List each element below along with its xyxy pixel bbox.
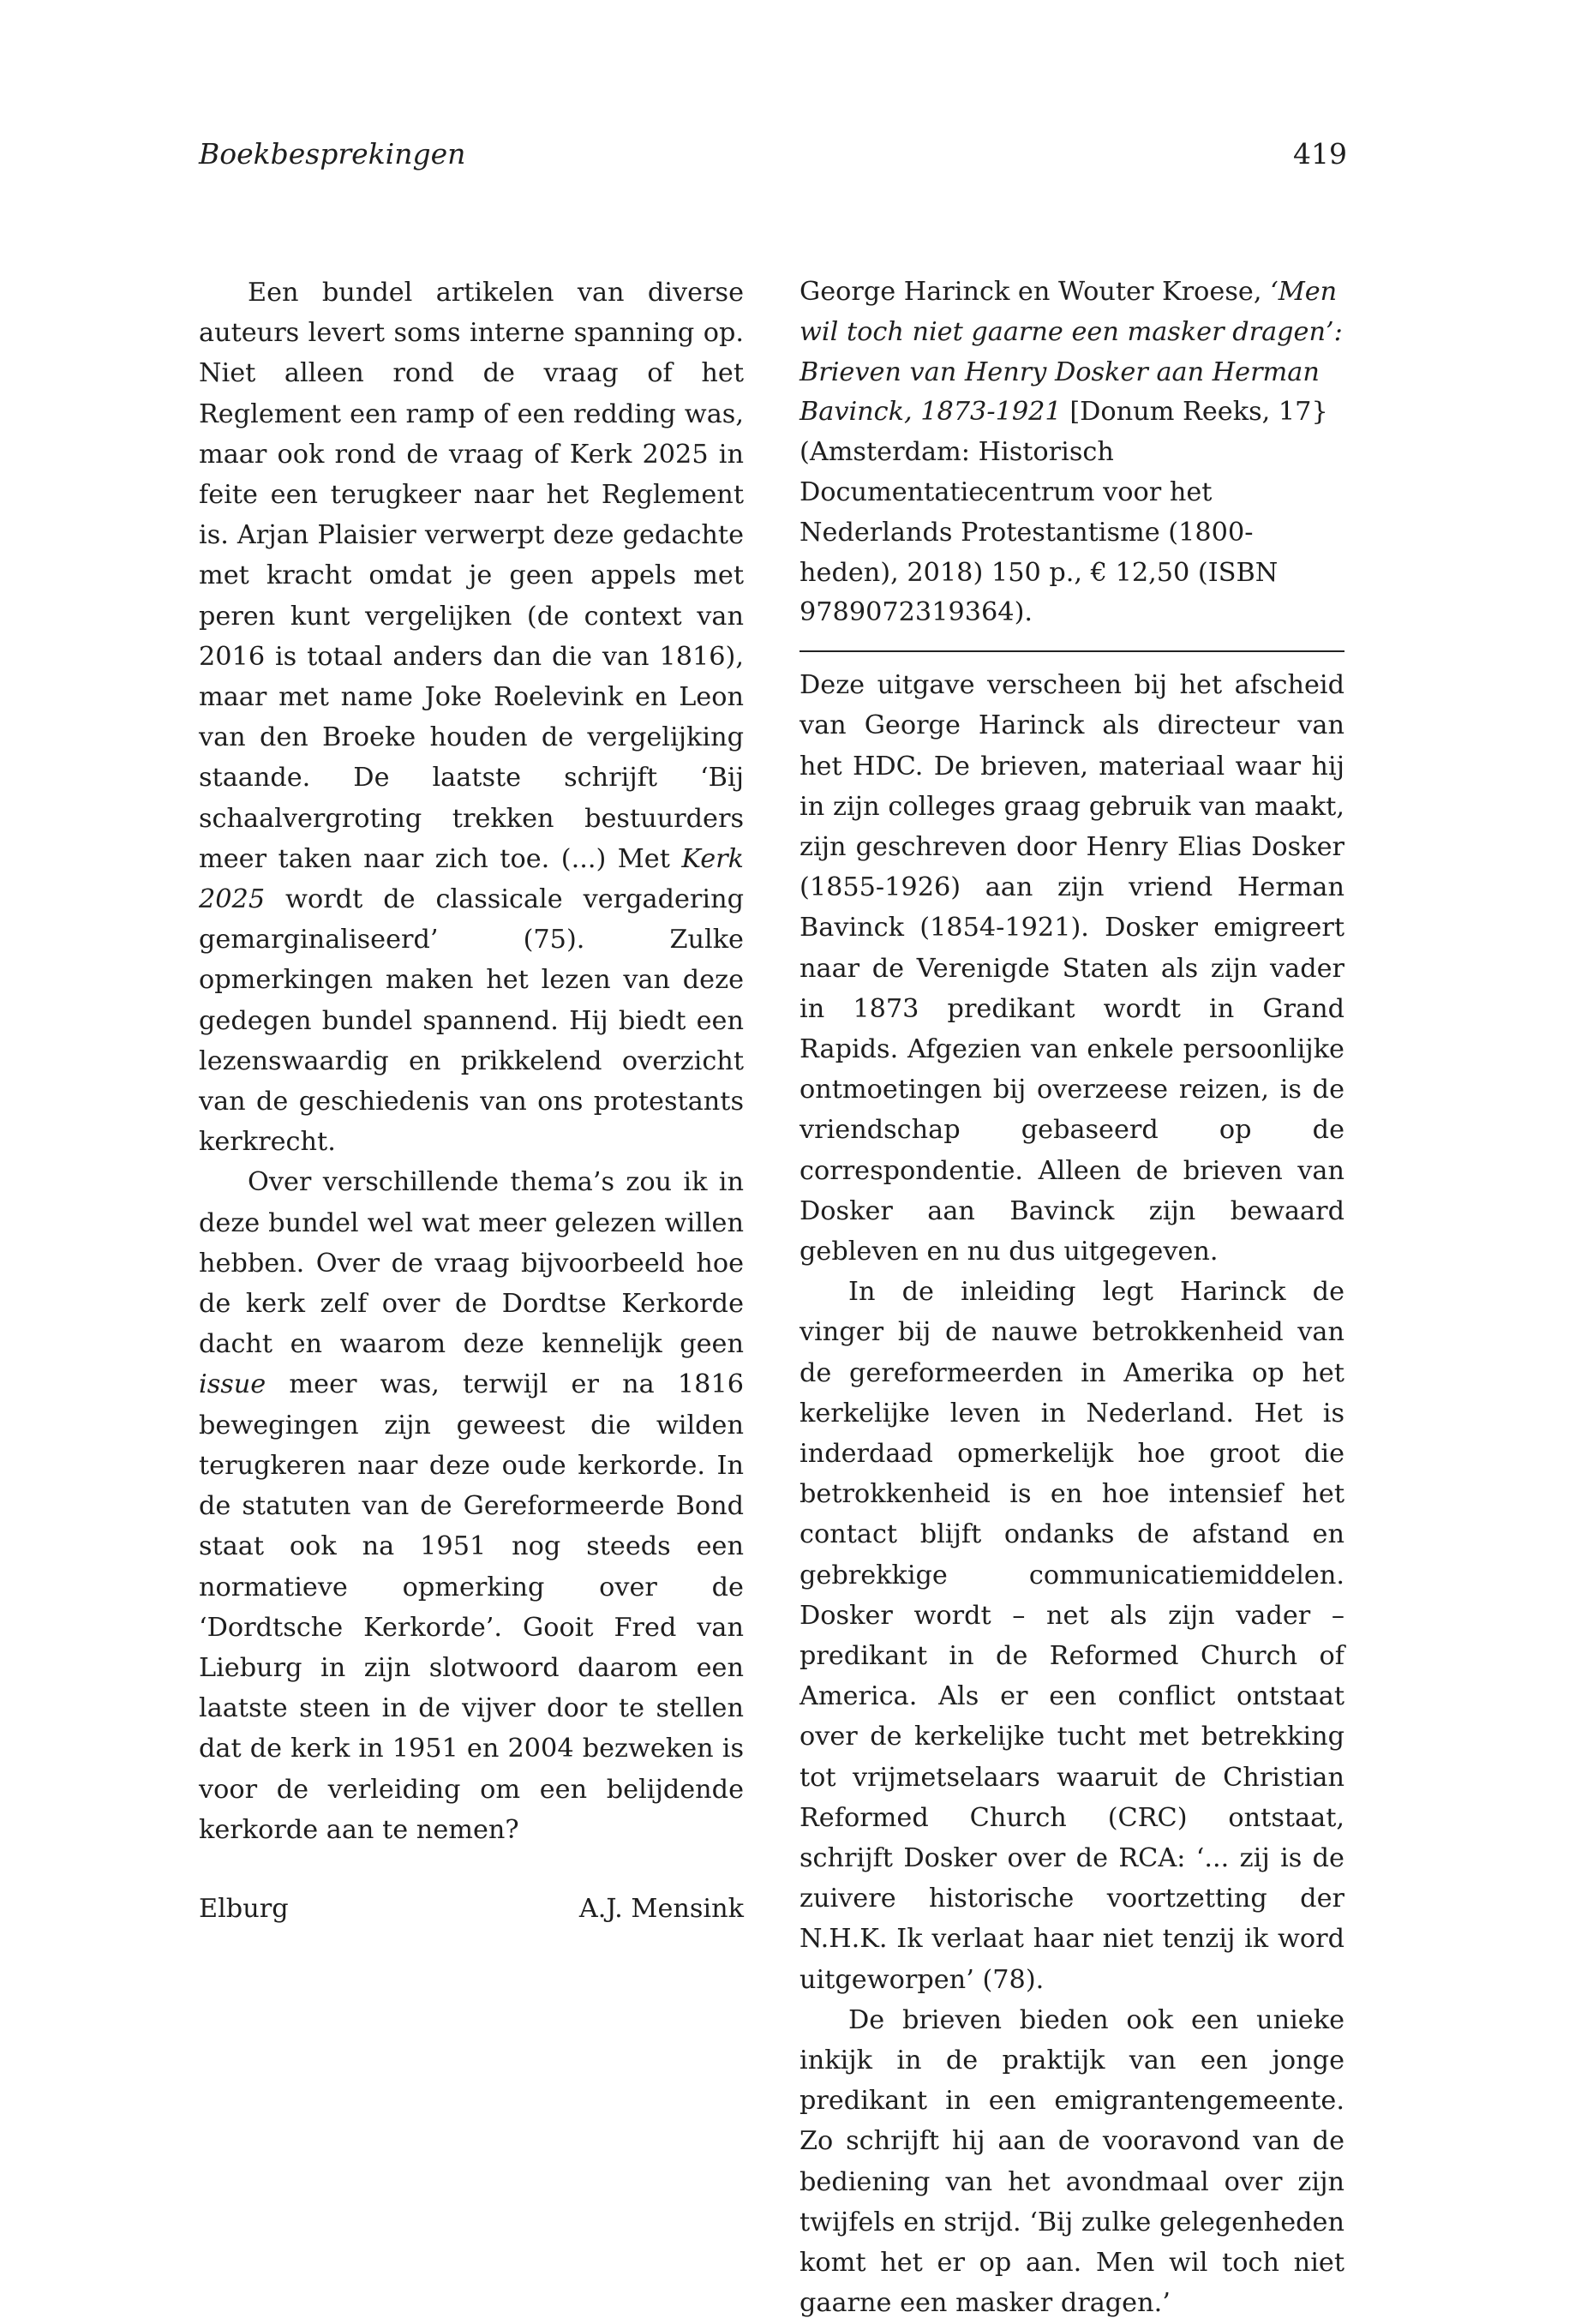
paragraph bbox=[199, 273, 744, 1162]
running-head: Boekbesprekingen bbox=[199, 137, 466, 171]
right-column bbox=[799, 273, 1344, 2324]
paragraph-text: Over verschillende thema’s zou ik in deze bundel wel wat meer gelezen willen hebben. Over de vraag bijvoorbeeld hoe de kerk zelf over de Dordtse Kerkorde dacht en waarom deze kennelijk geen bbox=[199, 1167, 744, 1360]
book-authors: George Harinck en Wouter Kroese, bbox=[799, 277, 1271, 307]
signature bbox=[199, 1889, 744, 1929]
italic-term: issue bbox=[199, 1369, 266, 1400]
paragraph-text: Een bundel artikelen van diverse auteurs levert soms interne spanning op. Niet alleen rond de vraag of het Reglement een ramp of een redding was, maar ook rond de vraag of Kerk 2025 in feite een terugkeer naar het Reglement is. Arjan Plaisier verwerpt deze gedachte met kracht omdat je geen appels met peren kunt vergelijken (de context van 2016 is totaal anders dan die van 1816), maar met name Joke Roelevink en Leon van den Broeke houden de vergelijking staande. De laatste schrijft ‘Bij schaalvergroting trekken bestuurders meer taken naar zich toe. (...) Met bbox=[199, 278, 744, 874]
paragraph: Deze uitgave verscheen bij het afscheid van George Harinck als directeur van het HDC. De brieven, materiaal waar hij in zijn colleges graag gebruik van maakt, zijn geschreven door Henry Elias Dosker (1855-1926) aan zijn vriend Herman Bavinck (1854-1921). Dosker emigreert naar de Verenigde Staten als zijn vader in 1873 predikant wordt in Grand Rapids. Afgezien van enkele persoonlijke ontmoetingen bij overzeese reizen, is de vriendschap gebaseerd op de correspondentie. Alleen de brieven van Dosker aan Bavinck zijn bewaard gebleven en nu dus uitgegeven. bbox=[799, 670, 1344, 1267]
book-details: [Donum Reeks, 17} (Amsterdam: Historisch Documentatiecentrum voor het Nederlands Protestantisme (1800-heden), 2018) 150 p., € 12,50 (ISBN 9789072319364). bbox=[799, 397, 1328, 628]
signature-author: A.J. Mensink bbox=[578, 1893, 744, 1924]
paragraph bbox=[199, 1162, 744, 1849]
bibliographic-entry bbox=[799, 273, 1344, 633]
italic-title: Kerk 2025 bbox=[199, 843, 744, 915]
paragraph: De brieven bieden ook een unieke inkijk in de praktijk van een jonge predikant in een emigrantengemeente. Zo schrijft hij aan de vooravond van de bediening van het avondmaal over zijn twijfels en strijd. ‘Bij zulke gelegenheden komt het er op aan. Men wil toch niet gaarne een masker dragen.’ bbox=[799, 2004, 1344, 2319]
left-column bbox=[199, 273, 744, 1929]
paragraph-text: wordt de classicale vergadering gemarginaliseerd’ (75). Zulke opmerkingen maken het lezen van deze gedegen bundel spannend. Hij biedt een lezenswaardig en prikkelend overzicht van de geschiedenis van ons protestants kerkrecht. bbox=[199, 884, 744, 1158]
book-title: ‘Men wil toch niet gaarne een masker dragen’: Brieven van Henry Dosker aan Herman Bavinck, 1873-1921 bbox=[799, 277, 1343, 428]
divider bbox=[799, 650, 1344, 652]
paragraph: In de inleiding legt Harinck de vinger bij de nauwe betrokkenheid van de gereformeerden in Amerika op het kerkelijke leven in Nederland. Het is inderdaad opmerkelijk hoe groot die betrokkenheid is en hoe intensief het contact blijft ondanks de afstand en gebrekkige communicatiemiddelen. Dosker wordt – net als zijn vader – predikant in de Reformed Church of America. Als er een conflict ontstaat over de kerkelijke tucht met betrekking tot vrijmetselaars waaruit de Christian Reformed Church (CRC) ontstaat, schrijft Dosker over de RCA: ‘... zij is de zuivere historische voortzetting der N.H.K. Ik verlaat haar niet tenzij ik word uitgeworpen’ (78). bbox=[799, 1277, 1344, 1995]
page-number: 419 bbox=[1293, 137, 1347, 171]
paragraph-text: meer was, terwijl er na 1816 bewegingen zijn geweest die wilden terugkeren naar deze oude kerkorde. In de statuten van de Gereformeerde Bond staat ook na 1951 nog steeds een normatieve opmerking over de ‘Dordtsche Kerkorde’. Gooit Fred van Lieburg in zijn slotwoord daarom een laatste steen in de vijver door te stellen dat de kerk in 1951 en 2004 bezweken is voor de verleiding om een belijdende kerkorde aan te nemen? bbox=[199, 1369, 744, 1845]
signature-place: Elburg bbox=[199, 1893, 289, 1924]
